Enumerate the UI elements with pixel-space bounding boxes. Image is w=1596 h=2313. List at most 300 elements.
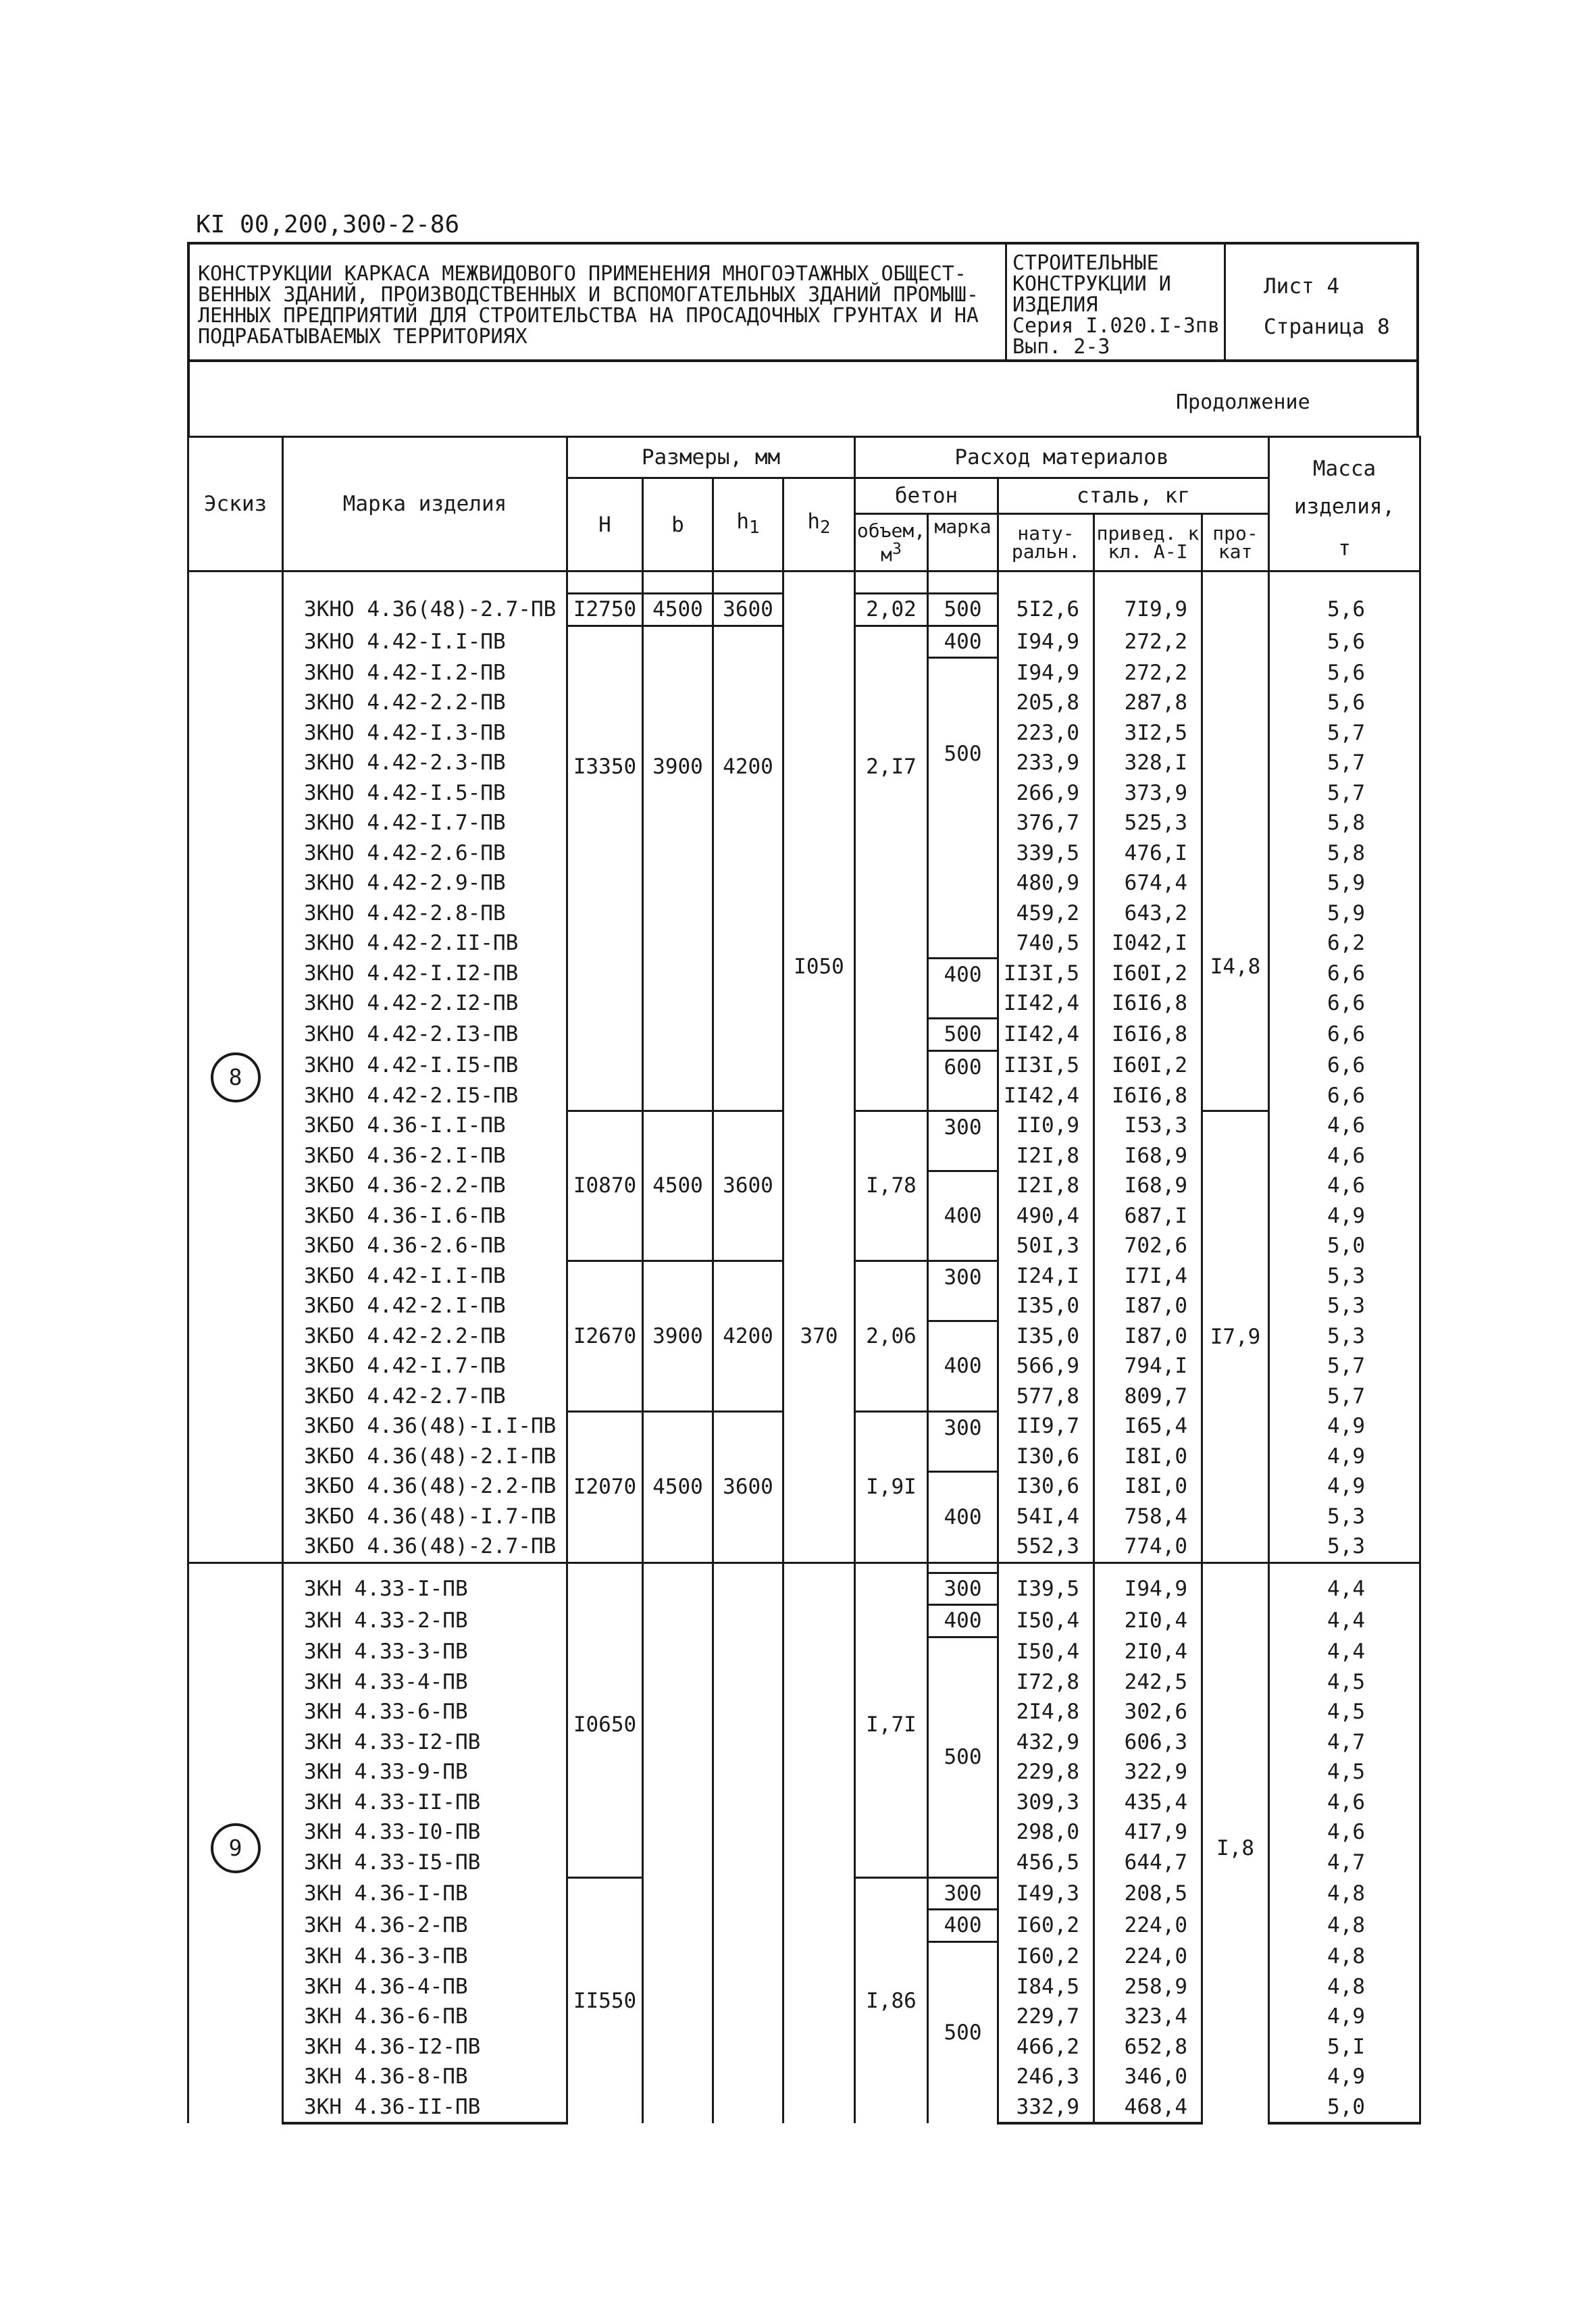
mark-cell: 3КНО 4.42-I.I5-ПВ <box>283 1050 567 1081</box>
reduced-cell: 322,9 <box>1094 1757 1202 1787</box>
natural-cell: I35,0 <box>998 1291 1094 1321</box>
separator-cell <box>1094 1562 1202 1573</box>
reduced-cell: 3I2,5 <box>1094 718 1202 748</box>
natural-cell: 2I4,8 <box>998 1697 1094 1727</box>
mass-cell: 4,6 <box>1269 1111 1420 1141</box>
reduced-cell: 7I9,9 <box>1094 594 1202 626</box>
mark-cell: 3КБО 4.36(48)-2.I-ПВ <box>283 1442 567 1472</box>
h1-cell: 3600 <box>713 1111 783 1261</box>
natural-cell: 229,8 <box>998 1757 1094 1787</box>
mark-cell: 3КНО 4.42-I.5-ПВ <box>283 778 567 809</box>
mark-cell: 3КБО 4.36(48)-I.7-ПВ <box>283 1502 567 1532</box>
reduced-cell: 774,0 <box>1094 1531 1202 1562</box>
mark-cell: 3КН 4.33-I2-ПВ <box>283 1727 567 1758</box>
natural-cell: I60,2 <box>998 1910 1094 1942</box>
grade-cell: 400 <box>928 1605 998 1637</box>
mark-cell: 3КН 4.33-I0-ПВ <box>283 1817 567 1848</box>
reduced-cell: 468,4 <box>1094 2092 1202 2124</box>
header-grade: марка <box>928 514 998 571</box>
reduced-cell: 272,2 <box>1094 626 1202 658</box>
reduced-cell: I6I6,8 <box>1094 1019 1202 1051</box>
natural-cell: 50I,3 <box>998 1231 1094 1261</box>
mass-cell: 5,9 <box>1269 868 1420 898</box>
mark-cell: 3КН 4.33-2-ПВ <box>283 1605 567 1637</box>
reduced-cell: I87,0 <box>1094 1321 1202 1352</box>
reduced-cell: I6I6,8 <box>1094 988 1202 1019</box>
natural-cell: I30,6 <box>998 1471 1094 1502</box>
header-h1 <box>713 478 783 571</box>
page-number: Страница 8 <box>1264 315 1390 339</box>
natural-cell: 740,5 <box>998 928 1094 959</box>
mass-cell: 4,4 <box>1269 1573 1420 1605</box>
reduced-cell: 2I0,4 <box>1094 1637 1202 1667</box>
natural-cell: I94,9 <box>998 658 1094 688</box>
series-line: Серия I.020.I-3пв <box>1012 314 1220 338</box>
mark-cell: 3КБО 4.36(48)-I.I-ПВ <box>283 1411 567 1442</box>
reduced-cell: 674,4 <box>1094 868 1202 898</box>
mass-cell: 4,5 <box>1269 1697 1420 1727</box>
h1-cell: 4200 <box>713 626 783 1111</box>
natural-cell: I60,2 <box>998 1941 1094 1972</box>
volume-cell: I,7I <box>855 1573 928 1877</box>
natural-cell: II9,7 <box>998 1411 1094 1442</box>
volume-label: объем, м <box>856 519 926 566</box>
grade-cell: 400 <box>928 1471 998 1562</box>
b-cell: 3900 <box>643 626 713 1111</box>
separator-cell <box>783 1562 855 1573</box>
grade-cell: 300 <box>928 1261 998 1321</box>
sketch-cell <box>188 1573 283 2123</box>
grade-cell: 500 <box>928 1941 998 2123</box>
sketch-cell <box>188 594 283 1563</box>
mass-label: Масса изделия, <box>1293 457 1395 519</box>
natural-cell: 566,9 <box>998 1351 1094 1381</box>
mass-cell: 6,6 <box>1269 1050 1420 1081</box>
reduced-cell: 476,I <box>1094 838 1202 869</box>
natural-cell: 339,5 <box>998 838 1094 869</box>
natural-cell: I39,5 <box>998 1573 1094 1605</box>
reduced-cell: I53,3 <box>1094 1111 1202 1141</box>
header-natural: нату- ральн. <box>998 514 1094 571</box>
h2-letter: h <box>807 509 821 534</box>
series-line: Вып. 2-3 <box>1012 335 1110 359</box>
natural-cell: 456,5 <box>998 1848 1094 1878</box>
mass-cell: 4,4 <box>1269 1605 1420 1637</box>
mass-cell: 5,6 <box>1269 626 1420 658</box>
header-b: b <box>643 478 713 571</box>
document-code: КI 00,200,300-2-86 <box>196 211 460 238</box>
reduced-cell: I042,I <box>1094 928 1202 959</box>
natural-cell: I94,9 <box>998 626 1094 658</box>
series-line: КОНСТРУКЦИИ И <box>1012 272 1171 296</box>
H-cell: I0650 <box>567 1573 643 1877</box>
mass-cell: 4,6 <box>1269 1171 1420 1201</box>
natural-cell: I2I,8 <box>998 1171 1094 1201</box>
mark-cell: 3КНО 4.42-2.2-ПВ <box>283 688 567 718</box>
natural-cell: 54I,4 <box>998 1502 1094 1532</box>
mass-cell: 6,6 <box>1269 988 1420 1019</box>
natural-cell: 205,8 <box>998 688 1094 718</box>
sketch-number-circle: 8 <box>211 1052 261 1102</box>
mass-cell: 6,6 <box>1269 1081 1420 1111</box>
natural-cell: II42,4 <box>998 988 1094 1019</box>
header-dimensions: Размеры, мм <box>567 437 855 478</box>
mark-cell: 3КНО 4.42-2.I5-ПВ <box>283 1081 567 1111</box>
mark-cell: 3КНО 4.42-2.II-ПВ <box>283 928 567 959</box>
reduced-cell: 525,3 <box>1094 808 1202 838</box>
mark-cell: 3КБО 4.36-2.6-ПВ <box>283 1231 567 1261</box>
spacer-cell <box>1094 571 1202 594</box>
natural-cell: II42,4 <box>998 1081 1094 1111</box>
grade-cell: 400 <box>928 1321 998 1412</box>
reduced-cell: 258,9 <box>1094 1972 1202 2002</box>
separator-cell <box>855 1562 928 1573</box>
reduced-cell: 702,6 <box>1094 1231 1202 1261</box>
table-row <box>188 594 1420 626</box>
separator-cell <box>713 1562 783 1573</box>
header-steel: сталь, кг <box>998 478 1269 514</box>
reduced-cell: I60I,2 <box>1094 959 1202 989</box>
separator-cell <box>1269 1562 1420 1573</box>
continuation-box <box>187 362 1419 436</box>
table-row <box>188 1111 1420 1141</box>
grade-cell: 600 <box>928 1050 998 1111</box>
grade-cell: 400 <box>928 1171 998 1261</box>
H-cell: I0870 <box>567 1111 643 1261</box>
grade-cell: 400 <box>928 1910 998 1942</box>
natural-cell: I24,I <box>998 1261 1094 1292</box>
reduced-cell: 644,7 <box>1094 1848 1202 1878</box>
mark-cell: 3КБО 4.36(48)-2.7-ПВ <box>283 1531 567 1562</box>
h2-subscript: 2 <box>820 517 831 538</box>
reduced-cell: 643,2 <box>1094 898 1202 929</box>
b-cell: 3900 <box>643 1261 713 1412</box>
volume-cell: 2,02 <box>855 594 928 626</box>
natural-cell: 490,4 <box>998 1201 1094 1231</box>
grade-cell: 500 <box>928 1637 998 1877</box>
b-cell <box>643 1573 713 2123</box>
header-mass <box>1269 437 1420 571</box>
title-block <box>187 242 1419 362</box>
mass-cell: 4,6 <box>1269 1787 1420 1818</box>
reduced-cell: I87,0 <box>1094 1291 1202 1321</box>
reduced-cell: I7I,4 <box>1094 1261 1202 1292</box>
mark-cell: 3КН 4.33-6-ПВ <box>283 1697 567 1727</box>
series-line: ИЗДЕЛИЯ <box>1012 293 1098 317</box>
reduced-cell: 652,8 <box>1094 2032 1202 2062</box>
mass-cell: 5,9 <box>1269 898 1420 929</box>
mass-cell: 5,7 <box>1269 778 1420 809</box>
reduced-cell: 809,7 <box>1094 1381 1202 1412</box>
H-cell: I2670 <box>567 1261 643 1412</box>
mass-cell: 5,I <box>1269 2032 1420 2062</box>
reduced-cell: 606,3 <box>1094 1727 1202 1758</box>
reduced-cell: 373,9 <box>1094 778 1202 809</box>
natural-cell: 480,9 <box>998 868 1094 898</box>
mass-cell: 6,6 <box>1269 959 1420 989</box>
natural-cell: 376,7 <box>998 808 1094 838</box>
reduced-cell: 687,I <box>1094 1201 1202 1231</box>
rolled-cell: I,8 <box>1202 1573 1269 2123</box>
mass-cell: 4,9 <box>1269 1411 1420 1442</box>
natural-cell: I84,5 <box>998 1972 1094 2002</box>
H-cell: I2070 <box>567 1411 643 1562</box>
continuation-label: Продолжение <box>1176 390 1310 414</box>
natural-cell: I30,6 <box>998 1442 1094 1472</box>
mass-cell: 5,6 <box>1269 658 1420 688</box>
grade-cell: 300 <box>928 1411 998 1471</box>
rolled-cell: I4,8 <box>1202 594 1269 1111</box>
natural-cell: 459,2 <box>998 898 1094 929</box>
h2-cell: I050 <box>783 594 855 1111</box>
separator-cell <box>998 1562 1094 1573</box>
header-H: H <box>567 478 643 571</box>
natural-cell: 432,9 <box>998 1727 1094 1758</box>
mark-cell: 3КБО 4.42-2.I-ПВ <box>283 1291 567 1321</box>
natural-cell: 577,8 <box>998 1381 1094 1412</box>
mark-cell: 3КН 4.33-3-ПВ <box>283 1637 567 1667</box>
natural-cell: 298,0 <box>998 1817 1094 1848</box>
volume-cell: 2,06 <box>855 1261 928 1412</box>
reduced-cell: I6I6,8 <box>1094 1081 1202 1111</box>
mass-cell: 4,9 <box>1269 2002 1420 2032</box>
mark-cell: 3КБО 4.42-I.I-ПВ <box>283 1261 567 1292</box>
materials-table <box>187 436 1421 2125</box>
mass-cell: 4,4 <box>1269 1637 1420 1667</box>
b-cell: 4500 <box>643 1411 713 1562</box>
natural-cell: I72,8 <box>998 1667 1094 1698</box>
natural-cell: 309,3 <box>998 1787 1094 1818</box>
natural-cell: II42,4 <box>998 1019 1094 1051</box>
mark-cell: 3КБО 4.36-2.2-ПВ <box>283 1171 567 1201</box>
mark-cell: 3КНО 4.42-I.I-ПВ <box>283 626 567 658</box>
header-h2 <box>783 478 855 571</box>
series-info <box>1007 245 1226 359</box>
reduced-cell: 302,6 <box>1094 1697 1202 1727</box>
mark-cell: 3КНО 4.42-2.I2-ПВ <box>283 988 567 1019</box>
reduced-cell: I8I,0 <box>1094 1471 1202 1502</box>
mass-cell: 5,7 <box>1269 748 1420 778</box>
h1-letter: h <box>736 509 750 534</box>
mass-cell: 5,8 <box>1269 838 1420 869</box>
mass-cell: 4,5 <box>1269 1757 1420 1787</box>
mass-cell: 5,3 <box>1269 1321 1420 1352</box>
mass-cell: 5,7 <box>1269 718 1420 748</box>
grade-cell: 300 <box>928 1573 998 1605</box>
b-cell: 4500 <box>643 594 713 626</box>
grade-cell: 500 <box>928 658 998 959</box>
h1-cell: 3600 <box>713 1411 783 1562</box>
mark-cell: 3КН 4.36-8-ПВ <box>283 2062 567 2092</box>
mass-cell: 5,3 <box>1269 1531 1420 1562</box>
spacer-cell <box>643 571 713 594</box>
mass-cell: 5,0 <box>1269 2092 1420 2124</box>
reduced-cell: I8I,0 <box>1094 1442 1202 1472</box>
mark-cell: 3КБО 4.36(48)-2.2-ПВ <box>283 1471 567 1502</box>
mark-cell: 3КНО 4.42-2.I3-ПВ <box>283 1019 567 1051</box>
mass-cell: 4,5 <box>1269 1667 1420 1698</box>
mass-cell: 5,0 <box>1269 1231 1420 1261</box>
reduced-cell: 272,2 <box>1094 658 1202 688</box>
grade-cell: 500 <box>928 594 998 626</box>
mark-cell: 3КНО 4.42-I.I2-ПВ <box>283 959 567 989</box>
mark-cell: 3КН 4.33-9-ПВ <box>283 1757 567 1787</box>
sketch-number-circle: 9 <box>211 1823 261 1873</box>
spacer-cell <box>188 571 283 594</box>
H-cell: I2750 <box>567 594 643 626</box>
header-materials: Расход материалов <box>855 437 1269 478</box>
spacer-cell <box>928 571 998 594</box>
spacer-cell <box>713 571 783 594</box>
separator-cell <box>928 1562 998 1573</box>
h2-cell: 370 <box>783 1111 855 1562</box>
mark-cell: 3КНО 4.42-I.7-ПВ <box>283 808 567 838</box>
mass-cell: 5,6 <box>1269 688 1420 718</box>
mass-unit: т <box>1338 536 1351 561</box>
mass-cell: 4,8 <box>1269 1910 1420 1942</box>
sheet-number: Лист 4 <box>1264 274 1339 299</box>
H-cell: I3350 <box>567 626 643 1111</box>
grade-cell: 500 <box>928 1019 998 1051</box>
reduced-cell: I65,4 <box>1094 1411 1202 1442</box>
natural-cell: II0,9 <box>998 1111 1094 1141</box>
header-volume <box>855 514 928 571</box>
spacer-cell <box>1269 571 1420 594</box>
h1-cell: 3600 <box>713 594 783 626</box>
mark-cell: 3КН 4.36-I-ПВ <box>283 1877 567 1910</box>
h2-cell <box>783 1573 855 2123</box>
header-reduced: привед. к кл. А-I <box>1094 514 1202 571</box>
reduced-cell: 208,5 <box>1094 1877 1202 1910</box>
mark-cell: 3КН 4.36-2-ПВ <box>283 1910 567 1942</box>
mark-cell: 3КНО 4.36(48)-2.7-ПВ <box>283 594 567 626</box>
separator-cell <box>643 1562 713 1573</box>
title-line: ЛЕННЫХ ПРЕДПРИЯТИЙ ДЛЯ СТРОИТЕЛЬСТВА НА ПРОСАДОЧНЫХ ГРУНТАХ И НА <box>198 304 979 328</box>
mark-cell: 3КБО 4.36-2.I-ПВ <box>283 1141 567 1171</box>
header-rolled: про- кат <box>1202 514 1269 571</box>
separator-cell <box>283 1562 567 1573</box>
reduced-cell: 224,0 <box>1094 1910 1202 1942</box>
volume-cell: I,86 <box>855 1877 928 2123</box>
mark-cell: 3КН 4.36-II-ПВ <box>283 2092 567 2124</box>
reduced-cell: 328,I <box>1094 748 1202 778</box>
mass-cell: 5,8 <box>1269 808 1420 838</box>
reduced-cell: 287,8 <box>1094 688 1202 718</box>
reduced-cell: 323,4 <box>1094 2002 1202 2032</box>
mark-cell: 3КБО 4.36-I.I-ПВ <box>283 1111 567 1141</box>
mark-cell: 3КН 4.33-I5-ПВ <box>283 1848 567 1878</box>
reduced-cell: I68,9 <box>1094 1141 1202 1171</box>
natural-cell: 466,2 <box>998 2032 1094 2062</box>
title-line: ПОДРАБАТЫВАЕМЫХ ТЕРРИТОРИЯХ <box>198 325 527 349</box>
natural-cell: 266,9 <box>998 778 1094 809</box>
header-concrete: бетон <box>855 478 998 514</box>
mass-cell: 5,6 <box>1269 594 1420 626</box>
h1-cell <box>713 1573 783 2123</box>
reduced-cell: I60I,2 <box>1094 1050 1202 1081</box>
title-line: КОНСТРУКЦИИ КАРКАСА МЕЖВИДОВОГО ПРИМЕНЕНИЯ МНОГОЭТАЖНЫХ ОБЩЕСТ- <box>198 262 967 286</box>
natural-cell: I2I,8 <box>998 1141 1094 1171</box>
mark-cell: 3КН 4.36-3-ПВ <box>283 1941 567 1972</box>
mark-cell: 3КН 4.36-6-ПВ <box>283 2002 567 2032</box>
header-mark: Марка изделия <box>283 437 567 571</box>
mass-cell: 5,3 <box>1269 1502 1420 1532</box>
natural-cell: 233,9 <box>998 748 1094 778</box>
grade-cell: 300 <box>928 1111 998 1171</box>
series-line: СТРОИТЕЛЬНЫЕ <box>1012 251 1159 275</box>
natural-cell: I50,4 <box>998 1637 1094 1667</box>
spacer-cell <box>283 571 567 594</box>
mass-cell: 6,2 <box>1269 928 1420 959</box>
natural-cell: 332,9 <box>998 2092 1094 2124</box>
mass-cell: 4,6 <box>1269 1817 1420 1848</box>
separator-cell <box>567 1562 643 1573</box>
spacer-cell <box>855 571 928 594</box>
mass-cell: 4,6 <box>1269 1141 1420 1171</box>
volume-cell: 2,I7 <box>855 626 928 1111</box>
title-description <box>190 245 1007 359</box>
title-line: ВЕННЫХ ЗДАНИЙ, ПРОИЗВОДСТВЕННЫХ И ВСПОМОГАТЕЛЬНЫХ ЗДАНИЙ ПРОМЫШ- <box>198 283 979 307</box>
mass-cell: 5,7 <box>1269 1381 1420 1412</box>
natural-cell: 223,0 <box>998 718 1094 748</box>
natural-cell: 229,7 <box>998 2002 1094 2032</box>
mark-cell: 3КН 4.36-4-ПВ <box>283 1972 567 2002</box>
mass-cell: 4,9 <box>1269 2062 1420 2092</box>
mark-cell: 3КБО 4.36-I.6-ПВ <box>283 1201 567 1231</box>
mark-cell: 3КБО 4.42-I.7-ПВ <box>283 1351 567 1381</box>
mass-cell: 4,8 <box>1269 1941 1420 1972</box>
mark-cell: 3КНО 4.42-2.6-ПВ <box>283 838 567 869</box>
mark-cell: 3КН 4.36-I2-ПВ <box>283 2032 567 2062</box>
rolled-cell: I7,9 <box>1202 1111 1269 1562</box>
reduced-cell: I68,9 <box>1094 1171 1202 1201</box>
mark-cell: 3КН 4.33-I-ПВ <box>283 1573 567 1605</box>
natural-cell: 246,3 <box>998 2062 1094 2092</box>
h1-cell: 4200 <box>713 1261 783 1412</box>
grade-cell: 400 <box>928 626 998 658</box>
reduced-cell: 794,I <box>1094 1351 1202 1381</box>
mass-cell: 4,9 <box>1269 1442 1420 1472</box>
spacer-cell <box>783 571 855 594</box>
reduced-cell: I94,9 <box>1094 1573 1202 1605</box>
separator-cell <box>1202 1562 1269 1573</box>
h1-subscript: 1 <box>749 517 760 538</box>
reduced-cell: 435,4 <box>1094 1787 1202 1818</box>
reduced-cell: 758,4 <box>1094 1502 1202 1532</box>
b-cell: 4500 <box>643 1111 713 1261</box>
spacer-cell <box>1202 571 1269 594</box>
mass-cell: 4,7 <box>1269 1727 1420 1758</box>
mass-cell: 4,8 <box>1269 1972 1420 2002</box>
grade-cell: 400 <box>928 959 998 1019</box>
spacer-cell <box>567 571 643 594</box>
separator-cell <box>188 1562 283 1573</box>
reduced-cell: 242,5 <box>1094 1667 1202 1698</box>
mass-cell: 5,7 <box>1269 1351 1420 1381</box>
mark-cell: 3КН 4.33-4-ПВ <box>283 1667 567 1698</box>
header-sketch: Эскиз <box>188 437 283 571</box>
spacer-cell <box>998 571 1094 594</box>
mass-cell: 5,3 <box>1269 1261 1420 1292</box>
reduced-cell: 2I0,4 <box>1094 1605 1202 1637</box>
H-cell: II550 <box>567 1877 643 2123</box>
natural-cell: I35,0 <box>998 1321 1094 1352</box>
natural-cell: I49,3 <box>998 1877 1094 1910</box>
reduced-cell: 346,0 <box>1094 2062 1202 2092</box>
natural-cell: I50,4 <box>998 1605 1094 1637</box>
mark-cell: 3КН 4.33-II-ПВ <box>283 1787 567 1818</box>
mark-cell: 3КНО 4.42-2.8-ПВ <box>283 898 567 929</box>
